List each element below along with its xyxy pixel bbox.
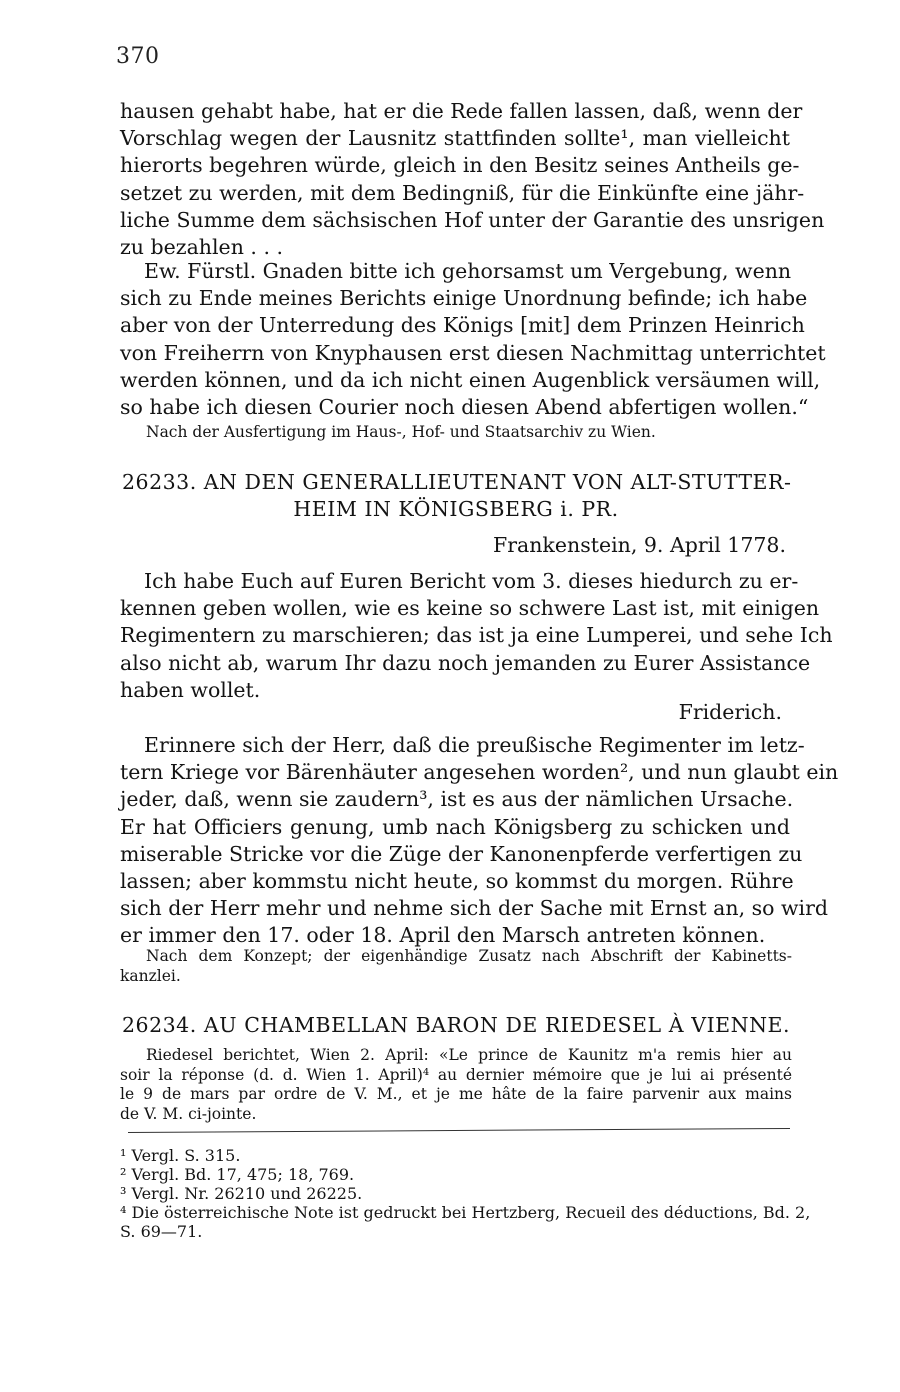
page-number: 370 — [116, 44, 160, 69]
signature: Friderich. — [678, 700, 782, 724]
text-line: von Freiherrn von Knyphausen erst diesen Nachmittag unterrichtet — [120, 340, 826, 365]
letter-body — [120, 568, 833, 704]
postscript — [120, 732, 839, 950]
text-line: werden können, und da ich nicht einen Augenblick versäumen will, — [120, 367, 821, 392]
footnote: S. 69—71. — [120, 1222, 203, 1241]
footnotes — [120, 1146, 811, 1241]
text-line: tern Kriege vor Bärenhäuter angesehen worden², und nun glaubt ein — [120, 760, 839, 785]
text-line: kennen geben wollen, wie es keine so schwere Last ist, mit einigen — [120, 596, 820, 621]
footnote: ⁴ Die österreichische Note ist gedruckt bei Hertzberg, Recueil des déductions, Bd. 2, — [120, 1203, 811, 1222]
text-line: le 9 de mars par ordre de V. M., et je me hâte de la faire parvenir aux mains — [120, 1085, 792, 1103]
text-line: hausen gehabt habe, hat er die Rede fallen lassen, daß, wenn der — [120, 99, 803, 123]
text-line: er immer den 17. oder 18. April den Marsch antreten können. — [120, 923, 766, 948]
summary-note — [120, 1046, 792, 1124]
text-line: liche Summe dem sächsischen Hof unter der Garantie des unsrigen — [120, 207, 825, 232]
text-line: haben wollet. — [120, 677, 261, 702]
dateline: Frankenstein, 9. April 1778. — [492, 533, 786, 557]
text-line: Regimentern zu marschieren; das ist ja eine Lumperei, und sehe Ich — [120, 623, 833, 648]
text-line: lassen; aber kommstu nicht heute, so kommst du morgen. Rühre — [120, 868, 794, 893]
source-note-2 — [120, 946, 792, 986]
text-line: soir la réponse (d. d. Wien 1. April)⁴ au dernier mémoire que je lui ai présenté — [120, 1065, 792, 1084]
report-paragraph-1 — [120, 98, 825, 261]
text-line: setzet zu werden, mit dem Bedingniß, für die Einkünfte eine jähr- — [120, 180, 805, 205]
text-line: miserable Stricke vor die Züge der Kanonenpferde verfertigen zu — [120, 841, 803, 866]
text-line: Vorschlag wegen der Lausnitz stattfinden sollte¹, man vielleicht — [120, 126, 790, 151]
text-line: hierorts begehren würde, gleich in den Besitz seines Antheils ge- — [120, 153, 800, 178]
text-line: also nicht ab, warum Ihr dazu noch jemanden zu Eurer Assistance — [120, 650, 811, 675]
text-line: Ich habe Euch auf Euren Bericht vom 3. dieses hiedurch zu er- — [144, 569, 799, 593]
footnote: ³ Vergl. Nr. 26210 und 26225. — [120, 1184, 363, 1203]
text-line: jeder, daß, wenn sie zaudern³, ist es aus der nämlichen Ursache. — [120, 787, 794, 812]
text-line: aber von der Unterredung des Königs [mit] dem Prinzen Heinrich — [120, 313, 805, 338]
heading-line: HEIM IN KÖNIGSBERG i. PR. — [293, 497, 619, 521]
heading-line: 26234. AU CHAMBELLAN BARON DE RIEDESEL À VIENNE. — [122, 1013, 790, 1037]
text-line: Nach dem Konzept; der eigenhändige Zusatz nach Abschrift der Kabinetts- — [146, 947, 792, 965]
text-line: zu bezahlen . . . — [120, 234, 283, 259]
text-line: Er hat Officiers genung, umb nach Königsberg zu schicken und — [120, 814, 790, 839]
text-line: Erinnere sich der Herr, daß die preußische Regimenter im letz- — [144, 733, 805, 757]
text-line: kanzlei. — [120, 967, 181, 985]
text-line: de V. M. ci-jointe. — [120, 1104, 257, 1123]
footnote-rule — [128, 1128, 790, 1133]
heading-line: 26233. AN DEN GENERALLIEUTENANT VON ALT-STUTTER- — [122, 470, 792, 494]
source-note-1: Nach der Ausfertigung im Haus-, Hof- und Staatsarchiv zu Wien. — [146, 423, 656, 441]
text-line: so habe ich diesen Courier noch diesen Abend abfertigen wollen.“ — [120, 394, 809, 419]
footnote: ¹ Vergl. S. 315. — [120, 1146, 241, 1165]
document-heading-26233 — [122, 469, 790, 523]
text-line: Riedesel berichtet, Wien 2. April: «Le prince de Kaunitz m'a remis hier au — [146, 1046, 792, 1064]
report-paragraph-2 — [120, 258, 826, 421]
text-line: sich zu Ende meines Berichts einige Unordnung befinde; ich habe — [120, 286, 808, 311]
footnote: ² Vergl. Bd. 17, 475; 18, 769. — [120, 1165, 355, 1184]
document-heading-26234 — [122, 1012, 790, 1039]
text-line: sich der Herr mehr und nehme sich der Sache mit Ernst an, so wird — [120, 896, 829, 921]
text-line: Ew. Fürstl. Gnaden bitte ich gehorsamst um Vergebung, wenn — [144, 259, 792, 283]
